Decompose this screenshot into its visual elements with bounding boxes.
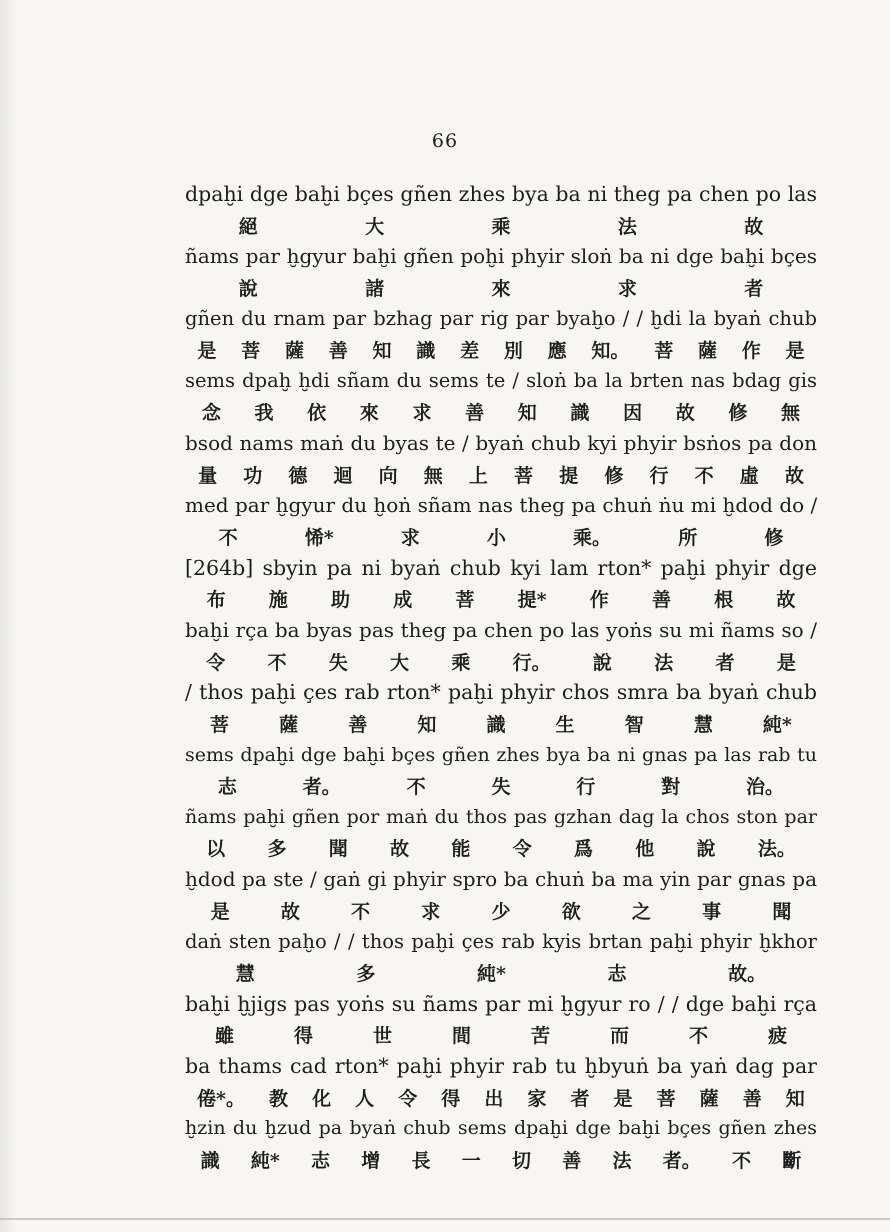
chinese-character: 失 (491, 776, 511, 799)
chinese-character: 以 (206, 838, 226, 861)
chinese-character: 行。 (512, 651, 551, 674)
chinese-character: 小 (486, 526, 506, 549)
chinese-character: 志 (217, 776, 237, 799)
chinese-character: 絕 (238, 215, 258, 238)
chinese-character: 故 (776, 589, 796, 612)
chinese-character: 法。 (757, 838, 796, 861)
chinese-character: 善 (465, 402, 485, 425)
chinese-character: 知 (785, 1087, 805, 1110)
chinese-character: 提* (517, 589, 547, 612)
line-pair (185, 489, 817, 551)
chinese-character: 故 (784, 464, 804, 487)
page-number: 66 (431, 130, 459, 152)
chinese-character: 善 (742, 1087, 762, 1110)
line-pair (185, 240, 817, 302)
tibetan-line: ñams par ḫgyur baḫi gñen poḫi phyir sloṅ ba ni dge baḫi bçes (185, 244, 817, 269)
chinese-character: 令 (398, 1087, 418, 1110)
chinese-character: 識 (416, 340, 436, 363)
chinese-character: 無 (781, 402, 801, 425)
chinese-character: 斷 (782, 1149, 802, 1172)
chinese-line (185, 1082, 817, 1112)
chinese-character: 之 (631, 900, 651, 923)
chinese-character: 者 (744, 277, 764, 300)
chinese-line (185, 833, 817, 863)
chinese-character: 說 (696, 838, 716, 861)
chinese-character: 提 (559, 464, 579, 487)
chinese-character: 知。 (591, 340, 630, 363)
chinese-character: 是 (785, 340, 805, 363)
line-pair (185, 801, 817, 863)
chinese-character: 求 (400, 526, 420, 549)
chinese-character: 善 (562, 1149, 582, 1172)
chinese-character: 不 (267, 651, 287, 674)
chinese-line (185, 459, 817, 489)
line-pair (185, 365, 817, 427)
chinese-character: 無 (423, 464, 443, 487)
line-pair (185, 676, 817, 738)
chinese-character: 者 (715, 651, 735, 674)
chinese-character: 菩 (654, 340, 674, 363)
chinese-character: 乘。 (573, 526, 612, 549)
chinese-character: 菩 (656, 1087, 676, 1110)
chinese-character: 出 (484, 1087, 504, 1110)
tibetan-line: baḫi rça ba byas pas theg pa chen po las yoṅs su mi ñams so / (185, 618, 817, 643)
chinese-character: 令 (512, 838, 532, 861)
chinese-character: 布 (206, 589, 226, 612)
chinese-character: 增 (361, 1149, 381, 1172)
chinese-character: 故 (744, 215, 764, 238)
chinese-character: 大 (365, 215, 385, 238)
chinese-character: 聞 (772, 900, 792, 923)
chinese-character: 差 (460, 340, 480, 363)
chinese-character: 諸 (365, 277, 385, 300)
chinese-character: 苦 (530, 1025, 550, 1048)
chinese-character: 志 (311, 1149, 331, 1172)
chinese-character: 欲 (561, 900, 581, 923)
chinese-character: 上 (468, 464, 488, 487)
chinese-character: 善 (328, 340, 348, 363)
chinese-character: 間 (451, 1025, 471, 1048)
chinese-character: 修 (764, 526, 784, 549)
tibetan-line: ñams paḫi gñen por maṅ du thos pas gzhan dag la chos ston par (185, 805, 817, 828)
chinese-character: 得 (441, 1087, 461, 1110)
chinese-character: 修 (604, 464, 624, 487)
chinese-character: 行 (649, 464, 669, 487)
chinese-line (185, 272, 817, 302)
chinese-character: 不 (351, 900, 371, 923)
chinese-character: 向 (378, 464, 398, 487)
chinese-character: 法 (612, 1149, 632, 1172)
chinese-character: 治。 (745, 776, 784, 799)
chinese-character: 長 (411, 1149, 431, 1172)
line-pair (185, 739, 817, 801)
chinese-character: 得 (293, 1025, 313, 1048)
chinese-character: 不 (218, 526, 238, 549)
tibetan-line: baḫi ḫjigs pas yoṅs su ñams par mi ḫgyur ro / / dge baḫi rça (185, 991, 817, 1016)
chinese-character: 他 (635, 838, 655, 861)
chinese-character: 虛 (739, 464, 759, 487)
chinese-character: 根 (714, 589, 734, 612)
chinese-character: 知 (372, 340, 392, 363)
chinese-character: 菩 (241, 340, 261, 363)
chinese-character: 薩 (279, 713, 299, 736)
chinese-line (185, 958, 817, 988)
chinese-character: 生 (555, 713, 575, 736)
chinese-character: 令 (206, 651, 226, 674)
chinese-character: 菩 (514, 464, 534, 487)
chinese-character: 一 (461, 1149, 481, 1172)
tibetan-line: ḫdod pa ste / gaṅ gi phyir spro ba chuṅ ba ma yin par gnas pa (185, 867, 817, 892)
chinese-character: 人 (355, 1087, 375, 1110)
chinese-character: 乘 (451, 651, 471, 674)
chinese-character: 說 (592, 651, 612, 674)
chinese-line (185, 584, 817, 614)
tibetan-line: ḫzin du ḫzud pa byaṅ chub sems dpaḫi dge baḫi bçes gñen zhes (185, 1117, 817, 1140)
chinese-character: 所 (678, 526, 698, 549)
chinese-character: 能 (451, 838, 471, 861)
chinese-character: 不 (694, 464, 714, 487)
chinese-character: 對 (661, 776, 681, 799)
chinese-character: 薩 (284, 340, 304, 363)
chinese-character: 迴 (333, 464, 353, 487)
chinese-character: 施 (268, 589, 288, 612)
chinese-character: 故。 (728, 963, 767, 986)
chinese-character: 志 (607, 963, 627, 986)
chinese-character: 不 (688, 1025, 708, 1048)
chinese-character: 少 (491, 900, 511, 923)
chinese-character: 聞 (328, 838, 348, 861)
line-pair (185, 614, 817, 676)
chinese-character: 功 (243, 464, 263, 487)
chinese-character: 多 (267, 838, 287, 861)
page-edge-shadow (0, 0, 16, 1232)
chinese-character: 是 (197, 340, 217, 363)
chinese-character: 因 (623, 402, 643, 425)
chinese-character: 來 (359, 402, 379, 425)
chinese-character: 識 (200, 1149, 220, 1172)
chinese-character: 者。 (302, 776, 341, 799)
chinese-character: 是 (613, 1087, 633, 1110)
line-pair (185, 552, 817, 614)
tibetan-line: sems dpaḫi dge baḫi bçes gñen zhes bya ba ni gnas pa las rab tu (185, 743, 817, 766)
tibetan-line: daṅ sten paḫo / / thos paḫi çes rab kyis brtan paḫi phyir ḫkhor (185, 929, 817, 953)
chinese-character: 量 (198, 464, 218, 487)
tibetan-line: med par ḫgyur du ḫoṅ sñam nas theg pa chuṅ ṅu mi ḫdod do / (185, 493, 817, 518)
chinese-character: 悕* (304, 526, 334, 549)
chinese-character: 作 (589, 589, 609, 612)
chinese-line (185, 895, 817, 925)
tibetan-line: gñen du rnam par bzhag par rig par byaḫo / / ḫdi la byaṅ chub (185, 306, 817, 330)
chinese-line (185, 335, 817, 365)
chinese-character: 求 (617, 277, 637, 300)
chinese-character: 故 (675, 402, 695, 425)
chinese-character: 應 (547, 340, 567, 363)
chinese-character: 薩 (699, 1087, 719, 1110)
chinese-character: 純* (250, 1149, 280, 1172)
tibetan-line: dpaḫi dge baḫi bçes gñen zhes bya ba ni theg pa chen po las (185, 182, 817, 206)
chinese-character: 行 (576, 776, 596, 799)
chinese-character: 事 (702, 900, 722, 923)
line-pair (185, 863, 817, 925)
chinese-line (185, 646, 817, 676)
chinese-character: 乘 (491, 215, 511, 238)
line-pair (185, 178, 817, 240)
text-body (185, 178, 817, 1175)
chinese-line (185, 708, 817, 738)
chinese-character: 化 (312, 1087, 332, 1110)
chinese-character: 知 (417, 713, 437, 736)
line-pair (185, 988, 817, 1050)
chinese-character: 切 (512, 1149, 532, 1172)
chinese-character: 純* (477, 963, 506, 986)
chinese-character: 成 (393, 589, 413, 612)
chinese-character: 純* (762, 713, 792, 736)
chinese-character: 不 (732, 1149, 752, 1172)
chinese-character: 教 (269, 1087, 289, 1110)
tibetan-line: bsod nams maṅ du byas te / byaṅ chub kyi phyir bsṅos pa don (185, 431, 817, 456)
chinese-character: 德 (288, 464, 308, 487)
chinese-character: 助 (331, 589, 351, 612)
chinese-character: 說 (238, 277, 258, 300)
chinese-character: 善 (651, 589, 671, 612)
line-pair (185, 1050, 817, 1112)
chinese-character: 世 (372, 1025, 392, 1048)
chinese-character: 識 (486, 713, 506, 736)
chinese-character: 故 (280, 900, 300, 923)
chinese-line (185, 771, 817, 801)
chinese-character: 疲 (767, 1025, 787, 1048)
chinese-character: 是 (776, 651, 796, 674)
chinese-character: 善 (348, 713, 368, 736)
chinese-character: 者。 (662, 1149, 701, 1172)
chinese-character: 雖 (214, 1025, 234, 1048)
chinese-character: 慧 (693, 713, 713, 736)
chinese-character: 法 (654, 651, 674, 674)
chinese-character: 作 (741, 340, 761, 363)
chinese-character: 慧 (235, 963, 255, 986)
chinese-line (185, 1144, 817, 1174)
chinese-character: 修 (728, 402, 748, 425)
chinese-line (185, 1020, 817, 1050)
tibetan-line: sems dpaḫ ḫdi sñam du sems te / sloṅ ba la brten nas bdag gis (185, 368, 817, 392)
chinese-character: 故 (390, 838, 410, 861)
tibetan-line: / thos paḫi çes rab rton* paḫi phyir chos smra ba byaṅ chub (185, 680, 817, 705)
chinese-character: 知 (517, 402, 537, 425)
chinese-character: 依 (307, 402, 327, 425)
chinese-character: 菩 (210, 713, 230, 736)
chinese-character: 倦*。 (197, 1087, 245, 1110)
chinese-character: 大 (390, 651, 410, 674)
line-pair (185, 303, 817, 365)
chinese-character: 我 (254, 402, 274, 425)
bottom-rule (0, 1218, 890, 1220)
chinese-character: 念 (201, 402, 221, 425)
chinese-character: 不 (406, 776, 426, 799)
line-pair (185, 427, 817, 489)
chinese-character: 而 (609, 1025, 629, 1048)
chinese-character: 者 (570, 1087, 590, 1110)
chinese-character: 是 (210, 900, 230, 923)
chinese-line (185, 210, 817, 240)
chinese-character: 智 (624, 713, 644, 736)
chinese-character: 家 (527, 1087, 547, 1110)
chinese-character: 來 (491, 277, 511, 300)
tibetan-line: [264b] sbyin pa ni byaṅ chub kyi lam rton* paḫi phyir dge (185, 555, 817, 580)
chinese-character: 別 (503, 340, 523, 363)
chinese-character: 爲 (573, 838, 593, 861)
chinese-character: 菩 (455, 589, 475, 612)
chinese-character: 失 (328, 651, 348, 674)
chinese-character: 多 (356, 963, 376, 986)
line-pair (185, 1112, 817, 1174)
chinese-character: 求 (421, 900, 441, 923)
chinese-line (185, 397, 817, 427)
line-pair (185, 926, 817, 988)
chinese-character: 求 (412, 402, 432, 425)
tibetan-line: ba thams cad rton* paḫi phyir rab tu ḫbyuṅ ba yaṅ dag par (185, 1054, 817, 1079)
chinese-line (185, 521, 817, 551)
chinese-character: 識 (570, 402, 590, 425)
chinese-character: 法 (617, 215, 637, 238)
chinese-character: 薩 (697, 340, 717, 363)
